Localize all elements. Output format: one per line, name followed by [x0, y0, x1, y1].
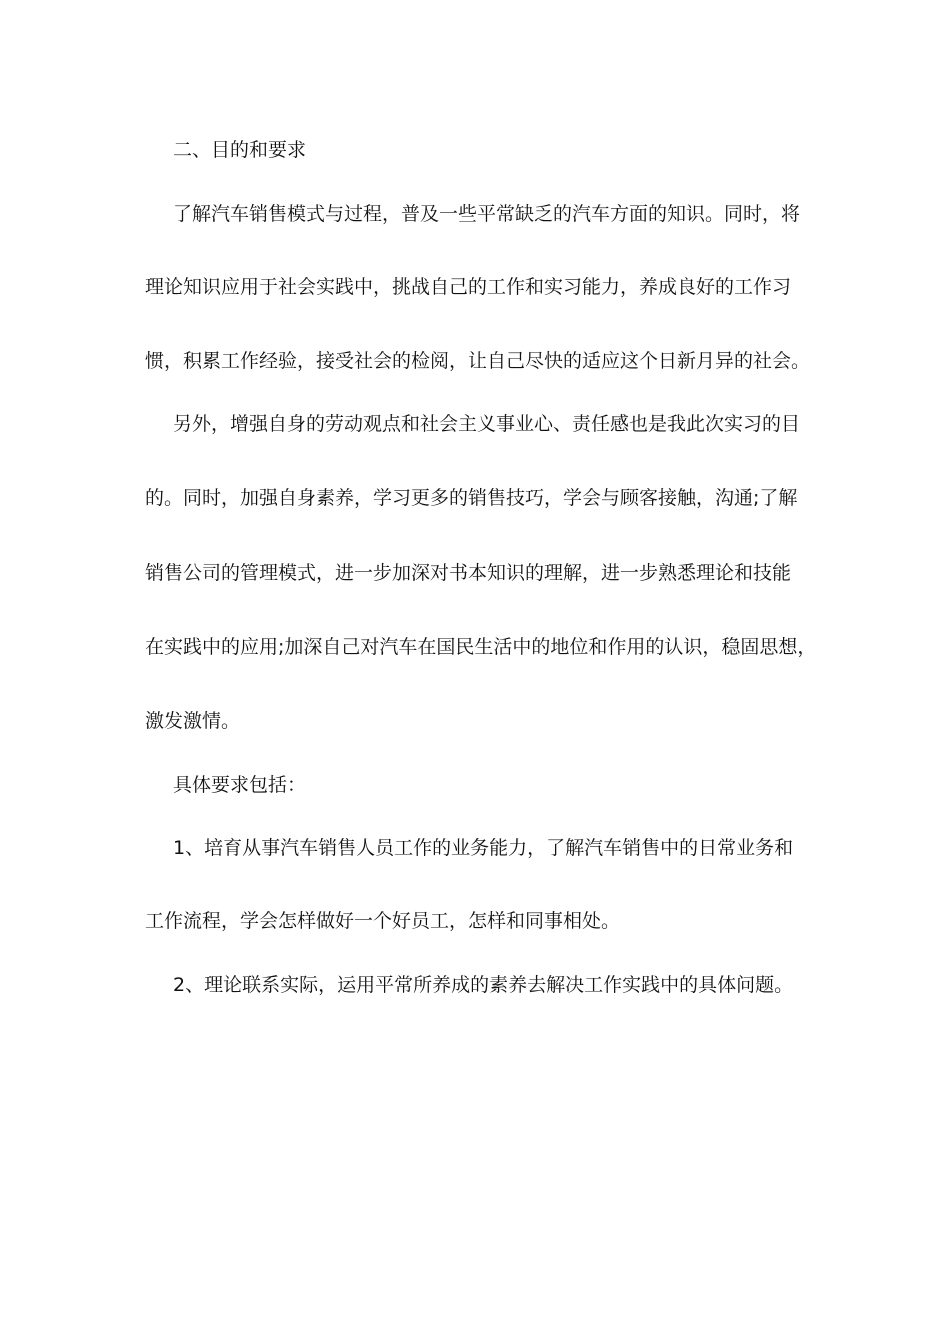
paragraph-line: 了解汽车销售模式与过程，普及一些平常缺乏的汽车方面的知识。同时，将: [173, 203, 801, 225]
paragraph-line: 另外，增强自身的劳动观点和社会主义事业心、责任感也是我此次实习的目: [173, 413, 801, 435]
list-item-line: 1、培育从事汽车销售人员工作的业务能力，了解汽车销售中的日常业务和: [173, 837, 794, 859]
paragraph-line: 惯，积累工作经验，接受社会的检阅，让自己尽快的适应这个日新月异的社会。: [145, 350, 811, 372]
paragraph-line: 销售公司的管理模式，进一步加深对书本知识的理解，进一步熟悉理论和技能: [145, 562, 792, 584]
paragraph-line: 理论知识应用于社会实践中，挑战自己的工作和实习能力，养成良好的工作习: [145, 276, 792, 298]
list-item-line: 工作流程，学会怎样做好一个好员工，怎样和同事相处。: [145, 910, 621, 932]
paragraph-line: 激发激情。: [145, 710, 241, 732]
section-heading: 二、目的和要求: [173, 139, 307, 161]
list-item-line: 2、理论联系实际，运用平常所养成的素养去解决工作实践中的具体问题。: [173, 974, 794, 996]
paragraph-line: 的。同时，加强自身素养，学习更多的销售技巧，学会与顾客接触，沟通;了解: [145, 487, 798, 509]
paragraph-line: 具体要求包括：: [173, 774, 307, 796]
paragraph-line: 在实践中的应用;加深自己对汽车在国民生活中的地位和作用的认识，稳固思想，: [145, 636, 817, 658]
